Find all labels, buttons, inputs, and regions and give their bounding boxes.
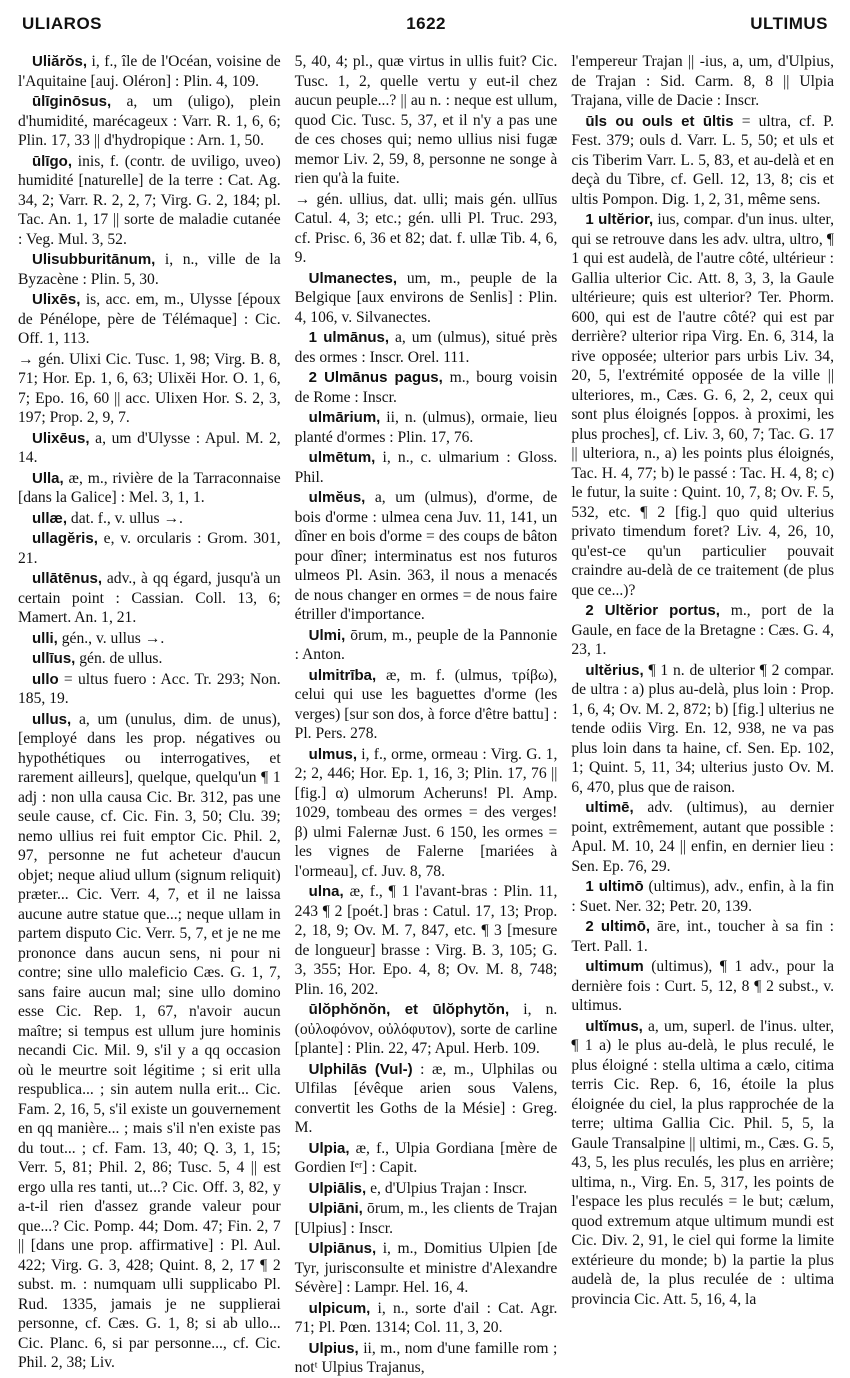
entry-headword: 2 Ulmānus pagus, — [308, 369, 443, 386]
entry-headword: Ulpius, — [308, 1339, 359, 1357]
dictionary-entry — [295, 1179, 558, 1199]
dictionary-entry — [571, 917, 834, 956]
entry-body: e, d'Ulpius Trajan : Inscr. — [366, 1179, 528, 1197]
dictionary-entry — [18, 469, 281, 508]
entry-body: dat. f., v. ullus →. — [67, 509, 183, 527]
entry-headword: ūlīginōsus, — [32, 93, 112, 110]
page-header — [22, 14, 828, 42]
dictionary-entry — [571, 661, 834, 798]
entry-headword: Ulpiāni, — [308, 1200, 363, 1217]
entry-headword: ullātēnus, — [32, 570, 103, 587]
entry-headword: 2 ultimō, — [585, 918, 651, 935]
dictionary-entry — [295, 1339, 558, 1378]
entry-body: ōrum, m., peuple de la Pannonie : Anton. — [294, 626, 558, 663]
entry-body: æ, f., Ulpia Gordiana [mère de Gordien Iᵉʳ] : Capit. — [294, 1139, 558, 1176]
entry-body: ius, compar. d'un inus. ulter, qui se retrouve dans les adv. ultra, ultro, ¶ 1 qui est audelà, de l'autre côté, ultérieur : Gallia ulterior Cic. Att. 8, 3, 3, la Gaule ultérieure; quis est ulterior? Ter. Phorm. 600, qui est de l'autre côté? qui est par derrière? ulterior ripa Virg. En. 6, 314, la rive opposée; ulterior pars urbis Liv. 34, 20, 5, l'extrémité opposée de la ville || ulteriores, m., Cæs. G. 6, 2, 2, ceux qui sont plus éloignés [oppos. à proximi, les plus proches], cf. Liv. 3, 60, 7; Tac. G. 17 || ulteriora, n., a) les points plus éloignés, Tac. H. 4, 77; b) le passé : Tac. H. 4, 8; c) le futur, la suite : Quint. 10, 7, 8; Ov. F. 5, 532, etc. ¶ 2 [fig.] quo quid ulterius privato timendum foret? Liv. 4, 26, 10, qu'est-ce qu'un particulier pouvait craindre au-delà de ce traitement (de plus que ce...)? — [571, 211, 835, 599]
dictionary-entry — [18, 710, 281, 1373]
entry-headword: Uliărŏs, — [32, 53, 88, 70]
dictionary-entry — [295, 1060, 558, 1138]
entry-headword: Ulpiānus, — [308, 1240, 377, 1257]
column-right — [571, 52, 834, 1346]
dictionary-entry — [295, 666, 558, 744]
dictionary-entry — [295, 882, 558, 999]
dictionary-entry — [18, 152, 281, 250]
dictionary-entry — [295, 408, 558, 447]
entry-body: = ultra, cf. P. Fest. 379; ouls d. Varr. L. 5, 50; et uls et cis Tiberim Varr. L. 5, 83, et au-delà et en deçà du Tibre, cf. Gell. 12, 13, 8; cis et ultis Pompon. Dig. 1, 2, 31, même sens. — [571, 112, 835, 208]
dictionary-entry — [295, 1199, 558, 1238]
dictionary-entry — [571, 601, 834, 660]
entry-headword: ulmus, — [308, 745, 358, 763]
entry-body: ¶ 1 n. de ulterior ¶ 2 compar. de ultra : a) plus au-delà, plus loin : Prop. 1, 6, 4; Ov. M. 2, 872; b) [fig.] ulterius ne tende odiis Virg. En. 12, 938, ne va pas plus loin dans ta haine, cf. Sen. Ep. 102, 1; Quint. 5, 11, 34; ulterius justo Ov. M. 6, 470, plus que de raison. — [571, 661, 835, 796]
entry-body: 5, 40, 4; pl., quæ virtus in ullis fuit? Cic. Tusc. 1, 2, quelle vertu y eut-il chez aucun peuple...? || au n. : neque est ullum, quod Cic. Tusc. 5, 37, et il n'y a pas une de ces choses qui; nemo ullius nisi fugæ memor Liv. 2, 59, 8, personne ne songe à rien qu'à la fuite. — [294, 53, 558, 187]
entry-body: i, m., Domitius Ulpien [de Tyr, jurisconsulte et ministre d'Alexandre Sévère] : Lampr. Hel. 16, 4. — [294, 1240, 558, 1296]
entry-headword: ulpicum, — [308, 1299, 371, 1317]
entry-body: a, um d'Ulysse : Apul. M. 2, 14. — [18, 429, 281, 466]
entry-body: æ, m. f. (ulmus, τρίβω), celui qui use les baguettes d'orme (les verges) [sur son dos, à force d'être battu] : Pl. Pers. 278. — [294, 666, 558, 742]
entry-headword: Ulixēs, — [32, 291, 81, 308]
dictionary-entry — [18, 569, 281, 628]
dictionary-entry — [295, 368, 558, 407]
entry-body: um, m., peuple de la Belgique [aux environs de Senlis] : Plin. 4, 106, v. Silvanectes. — [294, 269, 558, 326]
dictionary-entry — [18, 92, 281, 151]
dictionary-entry — [18, 290, 281, 349]
dictionary-entry — [295, 1239, 558, 1298]
entry-headword: Ulixēus, — [32, 429, 90, 447]
entry-headword: 1 ultĕrior, — [585, 211, 654, 228]
entry-headword: ulmētum, — [308, 449, 376, 466]
entry-body: adv. (ultimus), au dernier point, extrêmement, autant que possible : Apul. M. 10, 24 || enfin, en dernier lieu : Sen. Ep. 76, 29. — [571, 799, 835, 875]
dictionary-entry — [571, 877, 834, 916]
entry-body: is, acc. em, m., Ulysse [époux de Pénélope, père de Télémaque] : Cic. Off. 1, 113. — [18, 291, 281, 347]
entry-body: i, n., sorte d'ail : Cat. Agr. 71; Pl. Pœn. 1314; Col. 11, 3, 20. — [294, 1299, 558, 1336]
dictionary-entry — [571, 957, 834, 1016]
entry-body: i, n., c. ulmarium : Gloss. Phil. — [294, 449, 558, 486]
dictionary-entry — [295, 269, 558, 328]
entry-body: i, f., île de l'Océan, voisine de l'Aquitaine [auj. Oléron] : Plin. 4, 109. — [18, 53, 281, 90]
dictionary-entry — [18, 649, 281, 669]
entry-body: i, f., orme, ormeau : Virg. G. 1, 2; 2, 446; Hor. Ep. 1, 16, 3; Plin. 17, 76 || [fig.] α) ulmorum Acheruns! Pl. Amp. 1029, tombeau des ormes = des verges! β) ulmi Falernæ Just. 6 150, les ormes = les vignes de Falerne [mariées à l'ormeau], cf. Juv. 8, 78. — [294, 745, 558, 880]
entry-headword: ūls ou ouls et ūltis — [585, 112, 734, 130]
dictionary-entry — [571, 210, 834, 600]
dictionary-entry — [295, 328, 558, 367]
entry-headword: ulli, — [32, 629, 58, 647]
entry-headword: Ulla, — [32, 469, 64, 487]
entry-body: adv., à qq égard, jusqu'à un certain point : Cassian. Coll. 13, 6; Mamert. An. 1, 21. — [18, 570, 281, 626]
entry-body: āre, int., toucher à sa fin : Tert. Pall. 1. — [571, 918, 835, 955]
dictionary-entry — [295, 1000, 558, 1059]
entry-headword: Ulpia, — [308, 1139, 350, 1157]
entry-body: a, um (unulus, dim. de unus), [employé dans les prop. négatives ou hypothétiques ou interrogatives, et rarement ailleurs], quelque, quelqu'un ¶ 1 adj : non ulla causa Cic. Br. 312, pas une seule cause, cf. Cic. Fin. 3, 50; Clu. 39; nemo ullius rei fuit emptor Cic. Phil. 2, 97, personne ne fut acheteur d'aucun objet; neque aliud ullum (signum reliquit) præter... Cic. Verr. 4, 7, et il ne laissa aucune autre statue que...; neque ullam in partem disputo Cic. Verr. 5, 7, et je ne me prononce dans aucun sens, ni pour ni contre; sine ullo maleficio Cæs. G. 1, 7, sans faire aucun mal; sine ullo domino esse Cic. Rep. 1, 67, n'avoir aucun maître; si tempus est ullum jure hominis necandi Cic. Mil. 9, s'il y a qq occasion où le meurtre soit légitime ; si erit ulla respublica... ; sin autem nulla erit... Cic. Fam. 2, 16, 5, s'il existe un gouvernement en qq manière... ; mais s'il n'en existe pas du tout... ; cf. Fam. 13, 40; Q. 3, 1, 15; Verr. 5, 81; Phil. 2, 86; Tusc. 5, 4 || est ergo ulla res tanti, ut...? Cic. Off. 3, 82, y a-t-il rien d'assez grande valeur pour que...? Cic. Pomp. 44; Dom. 47; Fin. 2, 7 || [dans une prop. affirmative] : Pl. Aul. 422; Virg. G. 3, 428; Quint. 8, 2, 17 ¶ 2 subst. m. : numquam ulli supplicabo Pl. Rud. 1335, jamais je ne supplierai personne, cf. Cæs. G. 1, 8; si ab ullo... Cic. Planc. 6, si par personne..., cf. Cic. Phil. 2, 38; Liv. — [18, 710, 281, 1371]
page-number: 1622 — [406, 14, 447, 33]
entry-headword: 1 ulmānus, — [308, 329, 390, 346]
dictionary-entry — [295, 626, 558, 665]
dictionary-entry — [295, 1139, 558, 1178]
entry-body: l'empereur Trajan || -ius, a, um, d'Ulpius, de Trajan : Sid. Carm. 8, 8 || Ulpia Trajana, ville de Dacie : Inscr. — [571, 53, 835, 109]
column-middle — [294, 52, 558, 1376]
entry-headword: Ulmanectes, — [308, 269, 398, 287]
dictionary-entry — [18, 670, 281, 709]
entry-headword: 1 ultimō — [585, 878, 644, 895]
entry-body: a, um, superl. de l'inus. ulter, ¶ 1 a) le plus au-delà, le plus reculé, le plus éloigné : stella ultima a cælo, citima terris Cic. Rep. 6, 16, étoile la plus éloignée du ciel, la plus rapprochée de la terre; ultima Gallia Cic. Phil. 5, 5, la Gaule Transalpine || ultimi, m., Cæs. G. 5, 43, 5, les plus reculés, les plus en arrière; ultima, n., Virg. En. 5, 317, les points de l'espace les plus reculés = le but; cælum, quod extremum atque ultimum mundi est Cic. Div. 2, 91, le ciel qui forme la limite extérieure du monde; b) la partie la plus audelà de, la plus reculée de : ultima provincia Cic. Att. 5, 16, 4, la — [571, 1017, 835, 1308]
entry-headword: Ulpiālis, — [308, 1179, 367, 1197]
dictionary-entry — [571, 798, 834, 876]
entry-body: = ultus fuero : Acc. Tr. 293; Non. 185, 19. — [18, 670, 281, 707]
entry-headword: ūlŏphŏnŏn, et ūlŏphytŏn, — [308, 1001, 510, 1018]
entry-body: æ, m., rivière de la Tarraconnaise [dans la Galice] : Mel. 3, 1, 1. — [18, 469, 281, 506]
entry-body: i, n. (οὐλοφόνον, οὐλόφυτον), sorte de carline [plante] : Plin. 22, 47; Apul. Herb. 109. — [294, 1001, 558, 1057]
entry-body: inis, f. (contr. de uviligo, uveo) humidité [naturelle] de la terre : Cat. Ag. 34, 2; Varr. R. 2, 2, 7; Virg. G. 2, 184; pl. Tac. An. 1, 17 || sorte de maladie cutanée : Veg. Mul. 3, 52. — [18, 152, 281, 248]
dictionary-entry — [18, 250, 281, 289]
entry-body: m., port de la Gaule, en face de la Bretagne : Cæs. G. 4, 23, 1. — [571, 602, 835, 658]
entry-body: → gén. Ulixi Cic. Tusc. 1, 98; Virg. B. 8, 71; Hor. Ep. 1, 6, 63; Ulixĕi Hor. O. 1, 6, 7; Epo. 16, 60 || acc. Ulixen Hor. S. 2, 3, 197; Prop. 2, 9, 7. — [18, 350, 281, 426]
entry-headword: ullæ, — [32, 509, 68, 527]
entry-body: (ultimus), ¶ 1 adv., pour la dernière fois : Curt. 5, 12, 8 ¶ 2 subst., v. ultimus. — [571, 958, 835, 1014]
entry-headword: ulmārium, — [308, 409, 381, 426]
dictionary-entry — [295, 190, 558, 268]
entry-headword: ulmĕus, — [308, 489, 366, 506]
entry-headword: ultimē, — [585, 799, 634, 816]
entry-body: a, um (uligo), plein d'humidité, marécageux : Varr. R. 1, 6, 6; Plin. 17, 33 || d'hydropique : Arn. 1, 50. — [18, 93, 281, 149]
entry-body: a, um (ulmus), situé près des ormes : Inscr. Orel. 111. — [294, 329, 558, 366]
entry-body: → gén. ullius, dat. ulli; mais gén. ullīus Catul. 4, 3; etc.; gén. ulli Pl. Truc. 293, cf. Prisc. 6, 36 et 82; dat. f. ullæ Tib. 4, 6, 9. — [294, 190, 558, 266]
entry-body: gén. de ullus. — [75, 650, 163, 667]
dictionary-columns — [18, 52, 835, 1376]
dictionary-entry — [295, 448, 558, 487]
dictionary-entry — [18, 629, 281, 649]
dictionary-entry — [295, 488, 558, 625]
entry-body: gén., v. ullus →. — [57, 629, 165, 647]
dictionary-entry — [18, 350, 281, 428]
running-head-right: ULTIMUS — [750, 14, 828, 33]
dictionary-entry — [295, 52, 558, 189]
dictionary-entry — [295, 1299, 558, 1338]
dictionary-entry — [295, 745, 558, 882]
running-head-left: ULIAROS — [22, 14, 102, 33]
entry-headword: ultĭmus, — [585, 1017, 643, 1035]
entry-body: æ, f., ¶ 1 l'avant-bras : Plin. 11, 243 ¶ 2 [poét.] bras : Catul. 17, 13; Prop. 2, 18, 9; Ov. M. 7, 847, etc. ¶ 3 [mesure de longueur] brasse : Virg. B. 3, 105; G. 3, 355; Hor. Epo. 4, 8; Ov. M. 8, 748; Plin. 16, 202. — [294, 883, 558, 998]
entry-headword: ulmitrība, — [308, 666, 377, 684]
entry-headword: ūlīgo, — [32, 152, 72, 170]
entry-headword: ultimum — [585, 958, 644, 975]
entry-headword: ullagĕris, — [32, 530, 98, 547]
entry-headword: 2 Ultĕrior portus, — [585, 602, 720, 619]
entry-headword: Ulisubburitānum, — [32, 251, 156, 268]
entry-body: ii, n. (ulmus), ormaie, lieu planté d'ormes : Plin. 17, 76. — [294, 409, 558, 446]
dictionary-entry — [571, 52, 834, 111]
dictionary-entry — [18, 52, 281, 91]
dictionary-entry — [18, 509, 281, 529]
entry-headword: ullus, — [32, 710, 72, 728]
column-left — [18, 52, 281, 1371]
entry-body: ōrum, m., les clients de Trajan [Ulpius] : Inscr. — [294, 1200, 558, 1237]
entry-headword: ullo — [32, 670, 59, 688]
entry-body: (ultimus), adv., enfin, à la fin : Suet. Ner. 32; Petr. 20, 139. — [571, 878, 835, 915]
dictionary-entry — [571, 1017, 834, 1310]
entry-headword: ullīus, — [32, 650, 76, 667]
entry-body: e, v. orcularis : Grom. 301, 21. — [18, 530, 281, 567]
dictionary-entry — [18, 529, 281, 568]
entry-body: ii, m., nom d'une famille rom ; notᵗ Ulpius Trajanus, — [294, 1339, 558, 1376]
entry-headword: ulna, — [308, 883, 344, 900]
entry-body: i, n., ville de la Byzacène : Plin. 5, 30. — [18, 251, 281, 288]
entry-headword: ultĕrius, — [585, 661, 644, 679]
dictionary-entry — [571, 112, 834, 210]
entry-headword: Ulmi, — [308, 626, 346, 644]
entry-body: : æ, m., Ulphilas ou Ulfilas [évêque arien sous Valens, convertit les Goths de la Mésie] : Greg. M. — [294, 1060, 558, 1136]
dictionary-entry — [18, 429, 281, 468]
entry-headword: Ulphilās (Vul-) — [308, 1060, 413, 1078]
entry-body: a, um (ulmus), d'orme, de bois d'orme : ulmea cena Juv. 11, 141, un dîner en bois d'orme = des coups de bâton pour dîner; interminatus est nos futuros ulmeos Pl. Asin. 363, il nous a menacés de nous changer en ormes = de nous faire étriller d'importance. — [294, 489, 558, 623]
entry-body: m., bourg voisin de Rome : Inscr. — [294, 369, 558, 406]
